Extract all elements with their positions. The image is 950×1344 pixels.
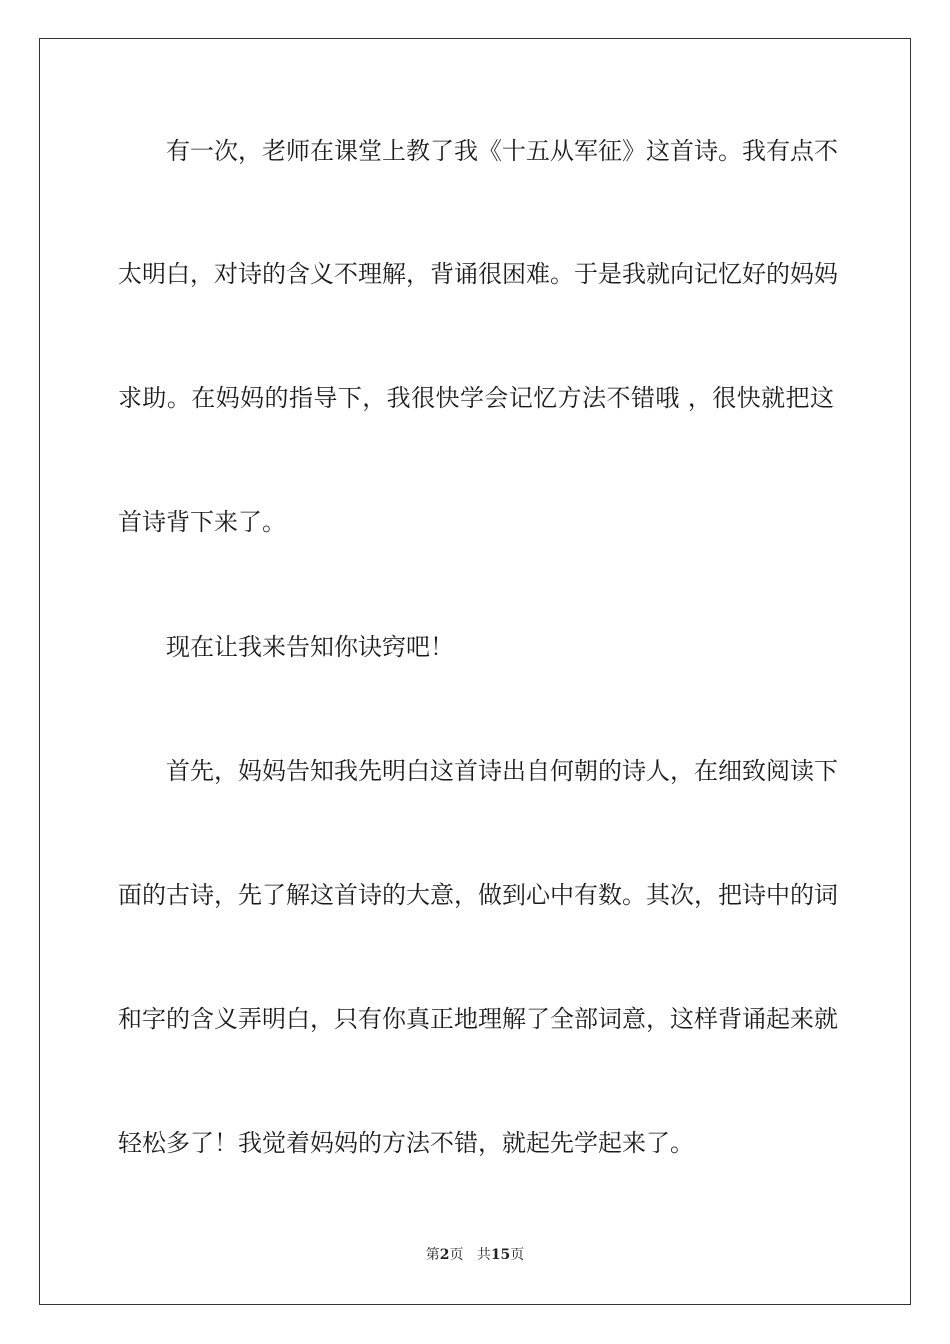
paragraph-3-line-1: 首先，妈妈告知我先明白这首诗出自何朝的诗人，在细致阅读下	[166, 757, 838, 785]
total-pages: 15	[490, 1247, 511, 1263]
paragraph-2-line-1: 现在让我来告知你诀窍吧！	[166, 633, 454, 661]
page-number: 2	[439, 1247, 450, 1263]
paragraph-3-line-4: 轻松多了！我觉着妈妈的方法不错，就起先学起来了。	[118, 1129, 694, 1157]
page-footer	[0, 1246, 950, 1264]
paragraph-3-line-3: 和字的含义弄明白，只有你真正地理解了全部词意，这样背诵起来就	[118, 1005, 838, 1033]
paragraph-1-line-3: 求助。在妈妈的指导下，我很快学会记忆方法不错哦 ，很快就把这	[118, 384, 834, 412]
paragraph-3-line-2: 面的古诗，先了解这首诗的大意，做到心中有数。其次，把诗中的词	[118, 881, 838, 909]
page-border	[39, 38, 911, 1305]
paragraph-1-line-1: 有一次，老师在课堂上教了我《十五从军征》这首诗。我有点不	[166, 137, 838, 165]
paragraph-1-line-2: 太明白，对诗的含义不理解，背诵很困难。于是我就向记忆好的妈妈	[118, 260, 838, 288]
page-prefix: 第	[425, 1247, 440, 1263]
paragraph-1-line-4: 首诗背下来了。	[118, 508, 286, 536]
total-prefix: 共	[476, 1247, 491, 1263]
total-suffix: 页	[510, 1247, 525, 1263]
page-suffix: 页	[449, 1247, 464, 1263]
